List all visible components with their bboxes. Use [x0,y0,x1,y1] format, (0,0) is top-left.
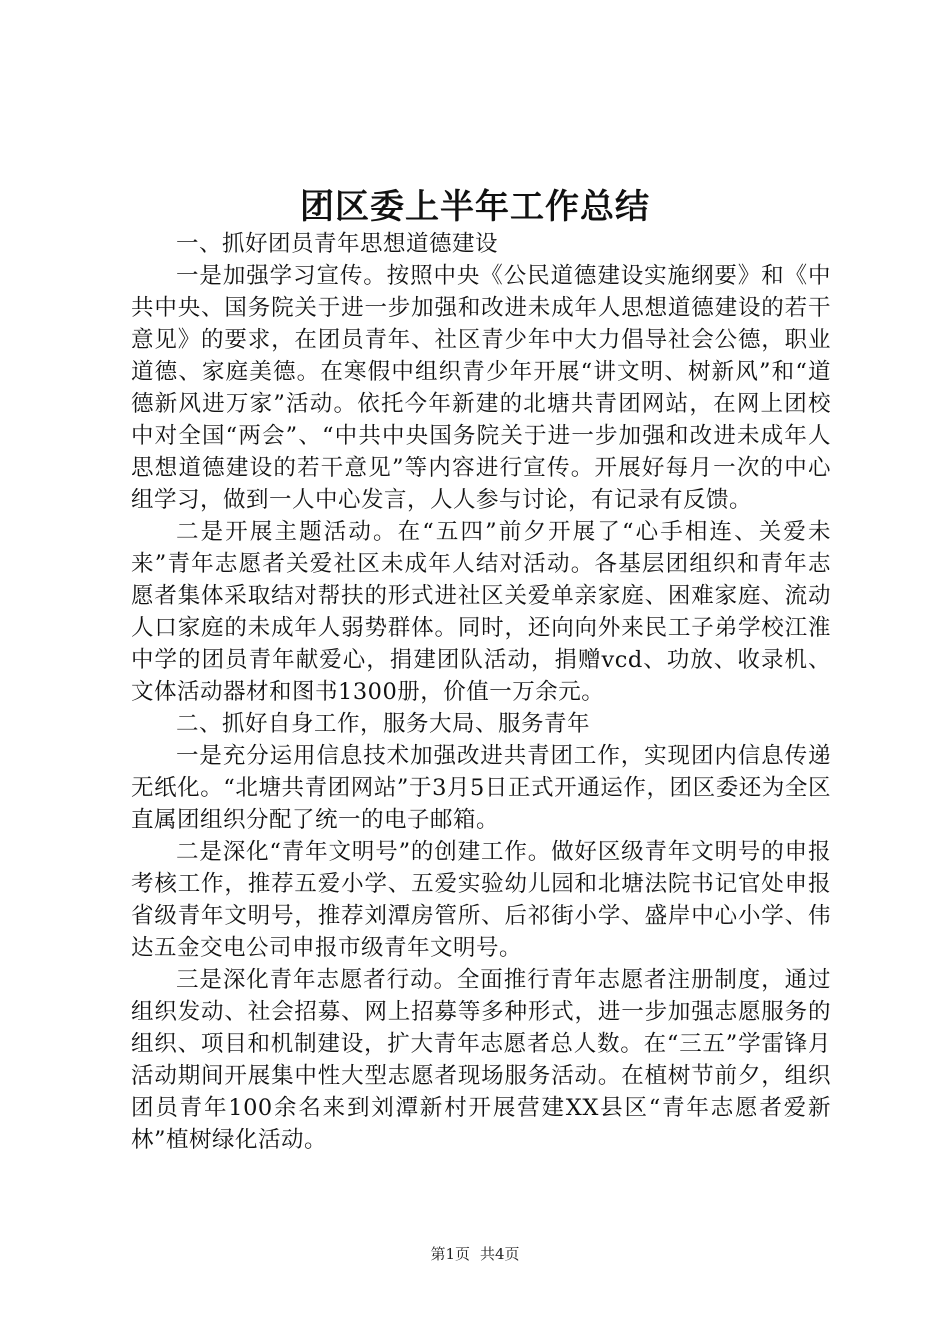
paragraph-information-tech: 一是充分运用信息技术加强改进共青团工作，实现团内信息传递无纸化。“北塘共青团网站”于3月5日正式开通运作，团区委还为全区直属团组织分配了统一的电子邮箱。 [131,743,831,833]
section-heading-2: 二、抓好自身工作，服务大局、服务青年 [176,711,591,737]
document-body [131,228,831,1156]
paragraph-study-promotion: 一是加强学习宣传。按照中央《公民道德建设实施纲要》和《中共中央、国务院关于进一步加强和改进未成年人思想道德建设的若干意见》的要求，在团员青年、社区青少年中大力倡导社会公德，职业道德、家庭美德。在寒假中组织青少年开展“讲文明、树新风”和“道德新风进万家”活动。依托今年新建的北塘共青团网站，在网上团校中对全国“两会”、“中共中央国务院关于进一步加强和改进未成年人思想道德建设的若干意见”等内容进行宣传。开展好每月一次的中心组学习，做到一人中心发言，人人参与讨论，有记录有反馈。 [131,263,831,513]
paragraph-youth-civilization: 二是深化“青年文明号”的创建工作。做好区级青年文明号的申报考核工作，推荐五爱小学、五爱实验幼儿园和北塘法院书记官处申报省级青年文明号，推荐刘潭房管所、后祁街小学、盛岸中心小学、伟达五金交电公司申报市级青年文明号。 [131,839,831,961]
page-footer [0,1244,950,1264]
page-total: 共4页 [480,1245,520,1263]
paragraph-volunteer-action: 三是深化青年志愿者行动。全面推行青年志愿者注册制度，通过组织发动、社会招募、网上招募等多种形式，进一步加强志愿服务的组织、项目和机制建设，扩大青年志愿者总人数。在“三五”学雷锋月活动期间开展集中性大型志愿者现场服务活动。在植树节前夕，组织团员青年100余名来到刘潭新村开展营建XX县区“青年志愿者爱新林”植树绿化活动。 [131,967,831,1153]
page-number: 第1页 [430,1245,470,1263]
document-title: 团区委上半年工作总结 [300,187,650,227]
paragraph-theme-activities: 二是开展主题活动。在“五四”前夕开展了“心手相连、关爱未来”青年志愿者关爱社区未成年人结对活动。各基层团组织和青年志愿者集体采取结对帮扶的形式进社区关爱单亲家庭、困难家庭、流动人口家庭的未成年人弱势群体。同时，还向向外来民工子弟学校江淮中学的团员青年献爱心，捐建团队活动，捐赠vcd、功放、收录机、文体活动器材和图书1300册，价值一万余元。 [131,519,831,705]
section-heading-1: 一、抓好团员青年思想道德建设 [176,231,499,257]
